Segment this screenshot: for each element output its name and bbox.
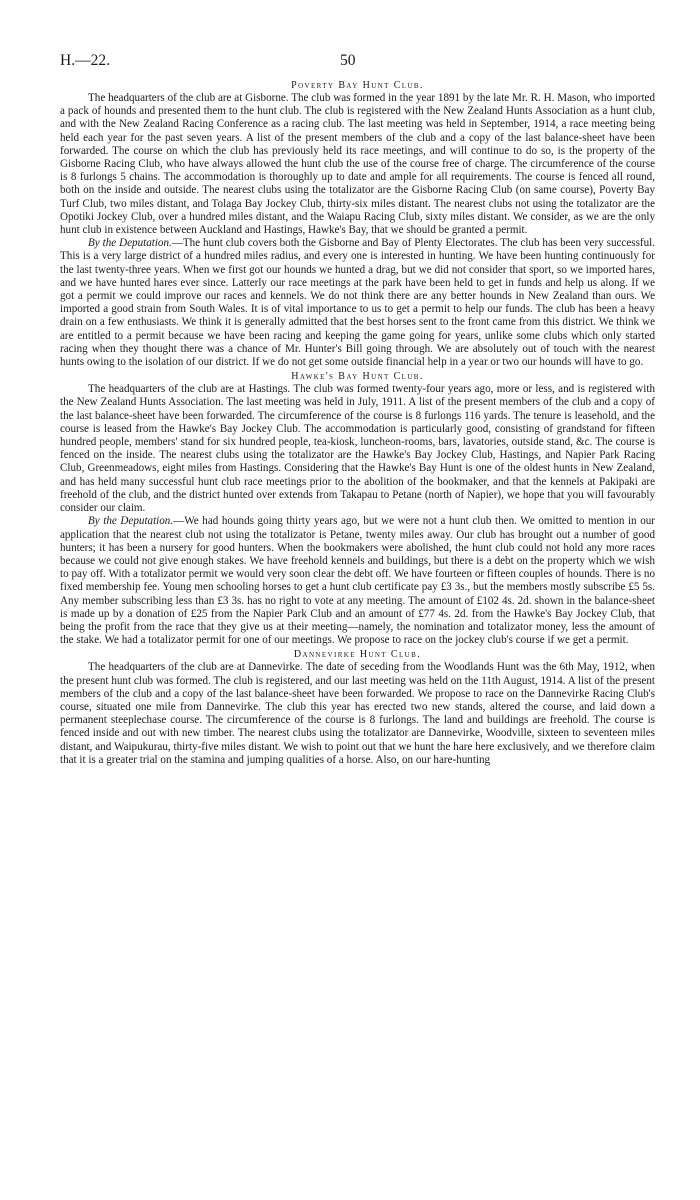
paragraph-lead: By the Deputation. <box>88 515 174 528</box>
section-title: Poverty Bay Hunt Club. <box>291 80 424 91</box>
paragraph: The headquarters of the club are at Dannevirke. The date of seceding from the Woodlands Hunt was the 6th May, 1912, when the present hunt club was formed. The club is registered, and our last meeting was held on the 11th August, 1914. A list of the present members of the club and a copy of the last balance-sheet have been forwarded. We propose to race on the Dannevirke Racing Club's course, situated one mile from Dannevirke. The club this year has erected two new stands, altered the course, and laid down a permanent steeplechase course. The circumference of the course is 8 furlongs. The land and buildings are freehold. The course is fenced inside and out with new timber. The nearest clubs using the totalizator are Dannevirke, Woodville, sixteen to seventeen miles distant, and Waipukurau, thirty-five miles distant. We wish to point out that we hunt the hare here exclusively, and we therefore claim that it is a greater trial on the stamina and jumping qualities of a horse. Also, on our hare-hunting <box>60 661 655 766</box>
paragraph: The headquarters of the club are at Hastings. The club was formed twenty-four years ago, more or less, and is registered with the New Zealand Hunts Association. The last meeting was held in July, 1911. A list of the present members of the club and a copy of the last balance-sheet have been forwarded. The circumference of the course is 8 furlongs 116 yards. The tenure is leasehold, and the course is leased from the Hawke's Bay Jockey Club. The accommodation is particularly good, consisting of grandstand for fifteen hundred people, members' stand for six hundred people, tea-kiosk, luncheon-rooms, bars, lavatories, outside stand, &c. The course is fenced on the inside. The nearest clubs using the totalizator are the Hawke's Bay Jockey Club, Hastings, and Napier Park Racing Club, Greenmeadows, eight miles from Hastings. Considering that the Hawke's Bay Hunt is one of the oldest hunts in New Zealand, and has held many successful hunt club race meetings prior to the abolition of the bookmaker, and that the kennels at Pakipaki are freehold of the club, and the district hunted over extends from Takapau to Petane (north of Napier), we hope that you will favourably consider our claim. <box>60 383 655 515</box>
section-dannevirke <box>60 649 655 767</box>
section-title: Dannevirke Hunt Club. <box>293 649 422 661</box>
page-number: 50 <box>340 52 356 69</box>
page-header <box>60 52 655 78</box>
section-title: Hawke's Bay Hunt Club. <box>291 371 424 383</box>
paragraph: By the Deputation.—The hunt club covers both the Gisborne and Bay of Plenty Electorates. The club has been very successful. This is a very large district of a hundred miles radius, and every one is interested in hunting. We have been hunting continuously for the last twenty-three years. When we first got our hounds we hunted a drag, but we did not consider that sport, so we imported hares, and we have hunted hares ever since. Latterly our race meetings at the park have been held to get in funds and help us along. If we got a permit we could improve our races and kennels. We do not think there are any better hounds in New Zealand than ours. We imported a good strain from South Wales. It is of vital importance to us to get a permit to help our funds. The club has been a heavy drain on a few enthusiasts. We think it is generally admitted that the best horses sent to the front came from this district. We think we are entitled to a permit because we have been racing and keeping the game going for years, unlike some clubs which only started racing when they thought there was a chance of Mr. Hunter's Bill going through. We are absolutely out of touch with the nearest hunts owing to the isolation of our district. If we do not get some outside financial help in a year or two our hounds will have to go. <box>60 237 655 369</box>
section-hawkes-bay <box>60 371 655 647</box>
paragraph: By the Deputation.—We had hounds going thirty years ago, but we were not a hunt club then. We omitted to mention in our application that the nearest club not using the totalizator is Petane, twenty miles away. Our club has brought out a number of good hunters; it has been a nursery for good hunters. When the bookmakers were abolished, the hunt club could not hold any more races because we could not give enough stakes. We have freehold kennels and buildings, but there is a debt on the property which we wish to pay off. With a totalizator permit we would very soon clear the debt off. We have fourteen or fifteen couples of hounds. There is no fixed membership fee. Young men schooling horses to get a hunt club certificate pay £3 3s., but the members mostly subscribe £5 5s. Any member subscribing less than £3 3s. has no right to vote at any meeting. The amount of £102 4s. 2d. shown in the balance-sheet is made up by a donation of £25 from the Napier Park Club and an amount of £77 4s. 2d. from the Hawke's Bay Jockey Club, that being the profit from the race that they give us at their meeting—namely, the nomination and totalizator money, less the amount of the stake. We had a totalizator permit for one of our meetings. We propose to race on the jockey club's course if we get a permit. <box>60 515 655 647</box>
document-page <box>60 52 655 767</box>
paragraph-lead: By the Deputation. <box>88 237 172 250</box>
paragraph: The headquarters of the club are at Gisborne. The club was formed in the year 1891 by the late Mr. R. H. Mason, who imported a pack of hounds and presented them to the hunt club. The club is registered with the New Zealand Hunts Association as a hunt club, and with the New Zealand Racing Conference as a racing club. The last meeting was held in September, 1914, a race meeting being held each year for the past seven years. A list of the present members of the club and a copy of the last balance-sheet have been forwarded. The course on which the club has previously held its race meetings, and will continue to do so, is the property of the Gisborne Racing Club, who have always allowed the hunt club the use of the course free of charge. The circumference of the course is 8 furlongs 5 chains. The accommodation is thoroughly up to date and ample for all requirements. The course is fenced all round, both on the inside and outside. The nearest clubs using the totalizator are the Gisborne Racing Club (on same course), Poverty Bay Turf Club, two miles distant, and Tolaga Bay Jockey Club, thirty-six miles distant. The nearest clubs not using the totalizator are the Opotiki Jockey Club, over a hundred miles distant, and the Waiapu Racing Club, sixty miles distant. We consider, as we are the only hunt club in existence between Auckland and Hastings, Hawke's Bay, that we should be granted a permit. <box>60 92 655 237</box>
section-poverty-bay <box>60 80 655 369</box>
document-reference: H.—22. <box>60 52 110 69</box>
